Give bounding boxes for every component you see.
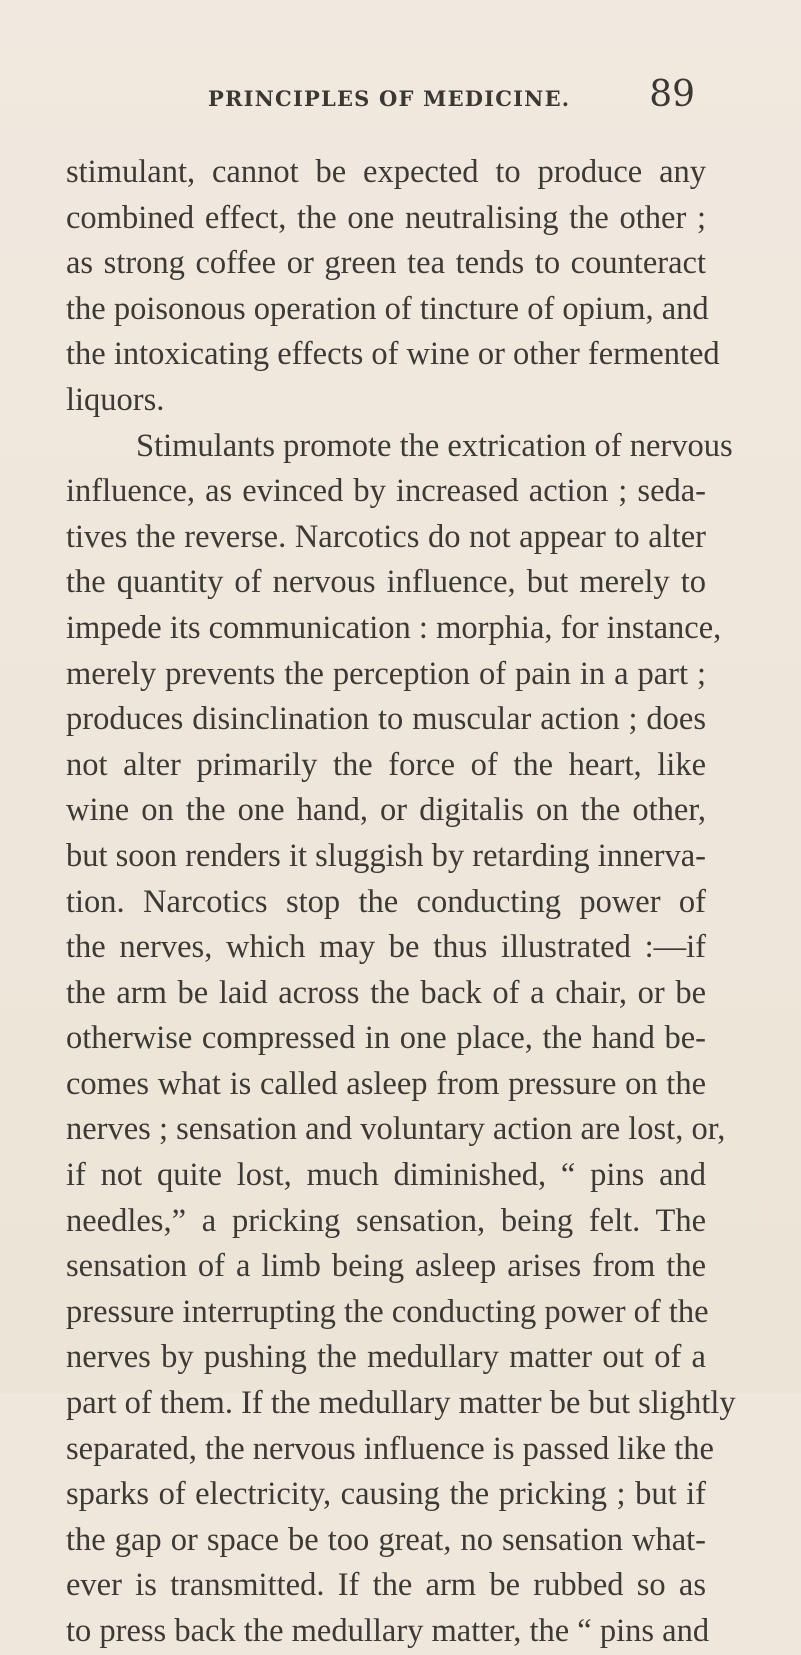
text-line: produces disinclination to muscular action ; does	[66, 701, 706, 738]
text-line: to press back the medullary matter, the “ pins and	[66, 1613, 710, 1649]
text-line: influence, as evinced by increased action ; seda-	[66, 473, 706, 510]
paragraph-1	[66, 150, 720, 424]
text-line: combined effect, the one neutralising the other ;	[66, 199, 706, 236]
text-line: nerves ; sensation and voluntary action are lost, or,	[66, 1111, 726, 1148]
text-line: not alter primarily the force of the heart, like	[66, 746, 706, 783]
text-line: sparks of electricity, causing the pricking ; but if	[66, 1476, 706, 1513]
text-line: Stimulants promote the extrication of nervous	[136, 427, 733, 464]
text-line: the quantity of nervous influence, but merely to	[66, 564, 706, 601]
paragraph-2	[66, 424, 736, 1655]
text-line: impede its communication : morphia, for instance,	[66, 609, 722, 646]
page-number: 89	[649, 74, 695, 115]
text-line: tives the reverse. Narcotics do not appear to alter	[66, 518, 706, 555]
text-line: merely prevents the perception of pain in a part ;	[66, 655, 706, 692]
text-line: part of them. If the medullary matter be but slightly	[66, 1385, 736, 1422]
page-header	[208, 74, 695, 126]
text-line: tion. Narcotics stop the conducting power of	[66, 883, 706, 920]
text-line: the intoxicating effects of wine or other fermented	[66, 336, 720, 373]
text-line: the gap or space be too great, no sensation what-	[66, 1521, 706, 1558]
text-line: otherwise compressed in one place, the hand be-	[66, 1020, 706, 1057]
body-text	[66, 150, 736, 1655]
text-line: the poisonous operation of tincture of opium, and	[66, 290, 709, 327]
text-line: the nerves, which may be thus illustrated :—if	[66, 929, 706, 966]
text-line: pressure interrupting the conducting power of the	[66, 1293, 709, 1330]
text-line: liquors.	[66, 381, 165, 418]
text-line: comes what is called asleep from pressure on the	[66, 1065, 706, 1102]
text-line: if not quite lost, much diminished, “ pins and	[66, 1157, 706, 1194]
text-line: stimulant, cannot be expected to produce any	[66, 154, 706, 190]
running-head: PRINCIPLES OF MEDICINE.	[208, 86, 571, 111]
text-line: needles,” a pricking sensation, being felt. The	[66, 1202, 706, 1239]
text-line: separated, the nervous influence is passed like the	[66, 1430, 714, 1467]
text-line: but soon renders it sluggish by retarding innerva-	[66, 837, 706, 874]
text-line: the arm be laid across the back of a chair, or be	[66, 974, 706, 1011]
text-line: sensation of a limb being asleep arises from the	[66, 1248, 706, 1285]
text-line: as strong coffee or green tea tends to counteract	[66, 245, 706, 282]
text-line: wine on the one hand, or digitalis on the other,	[66, 792, 706, 829]
text-line: ever is transmitted. If the arm be rubbed so as	[66, 1567, 706, 1604]
text-line: nerves by pushing the medullary matter out of a	[66, 1339, 706, 1376]
